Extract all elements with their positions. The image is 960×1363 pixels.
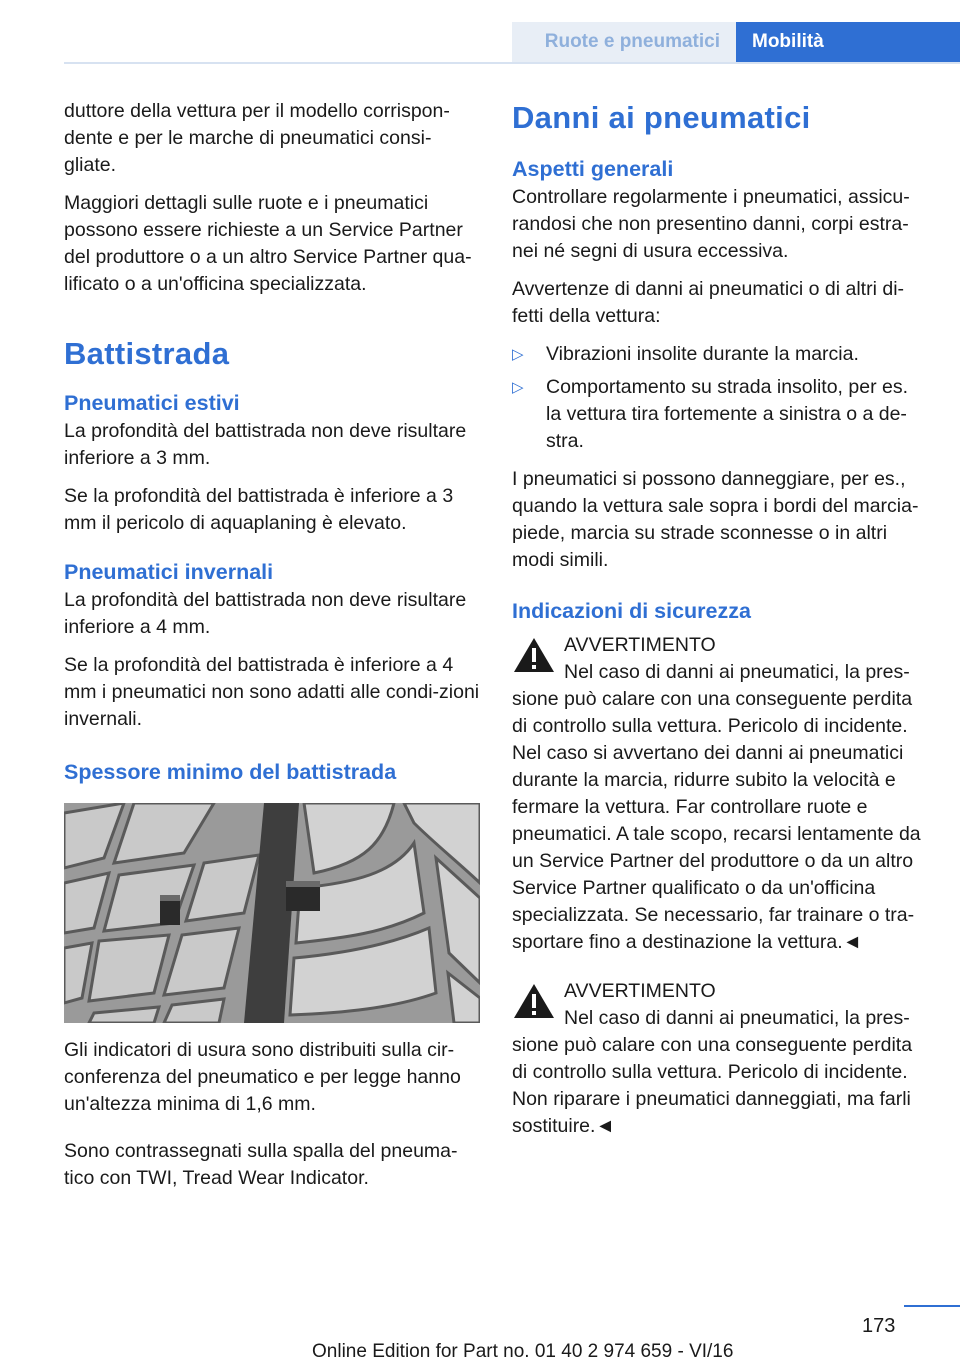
right-column xyxy=(512,98,928,1151)
heading-indicazioni-sicurezza: Indicazioni di sicurezza xyxy=(512,599,751,623)
tire-tread-wear-indicator-image xyxy=(64,803,480,1023)
estivi-paragraph-1: La profondità del battistrada non deve risultare inferiore a 3 mm. xyxy=(64,420,467,469)
page-header xyxy=(0,22,960,62)
generali-paragraph-3: I pneumatici si possono danneggiare, per es., quando la vettura sale sopra i bordi del marcia-piede, marcia su strade sconnesse o in altri modi simili. xyxy=(512,468,919,571)
heading-pneumatici-estivi: Pneumatici estivi xyxy=(64,391,240,415)
warning-block-2 xyxy=(512,978,928,1140)
intro-paragraph-2: Maggiori dettagli sulle ruote e i pneumatici possono essere richieste a un Service Partner del produttore o a un altro Service Partner qua-lificato o a un'officina specializzata. xyxy=(64,192,472,295)
warning-signs-list xyxy=(512,341,928,455)
warning-2-title: AVVERTIMENTO xyxy=(564,980,716,1002)
edition-footer: Online Edition for Part no. 01 40 2 974 659 - VI/16 xyxy=(312,1341,734,1362)
warning-1-body: Nel caso di danni ai pneumatici, la pres-sione può calare con una conseguente perdita di controllo sulla vettura. Pericolo di incidente. Nel caso si avvertano dei danni ai pneumatici durante la marcia, ridurre subito la velocità e fermare la vettura. Far controllare ruote e pneumatici. A tale scopo, recarsi lentamente da un Service Partner del produttore o da un altro Service Partner qualificato o da un'officina specializzata. Se necessario, far trainare o tra-sportare fino a destinazione la vettura.◄ xyxy=(512,661,921,953)
triangle-bullet-icon: ▷ xyxy=(512,379,524,396)
invernali-paragraph-2: Se la profondità del battistrada è inferiore a 4 mm i pneumatici non sono adatti alle condi-zioni invernali. xyxy=(64,654,480,730)
generali-paragraph-1: Controllare regolarmente i pneumatici, assicu-randosi che non presentino danni, corpi estra-nei né segni di usura eccessiva. xyxy=(512,186,910,262)
heading-aspetti-generali: Aspetti generali xyxy=(512,157,674,181)
triangle-bullet-icon: ▷ xyxy=(512,346,524,363)
intro-paragraph-1: duttore della vettura per il modello corrispon-dente e per le marche di pneumatici consi-gliate. xyxy=(64,100,450,176)
warning-2-body: Nel caso di danni ai pneumatici, la pres-sione può calare con una conseguente perdita di controllo sulla vettura. Pericolo di incidente. Non riparare i pneumatici danneggiati, ma farli sostituire.◄ xyxy=(512,1007,913,1137)
estivi-paragraph-2: Se la profondità del battistrada è inferiore a 3 mm il pericolo di aquaplaning è elevato. xyxy=(64,485,454,534)
page-number: 173 xyxy=(862,1315,896,1337)
warning-triangle-icon xyxy=(512,982,556,1020)
warning-block-1 xyxy=(512,632,928,956)
header-chapter-tab[interactable]: Mobilità xyxy=(736,22,960,62)
twi-paragraph: Sono contrassegnati sulla spalla del pneuma-tico con TWI, Tread Wear Indicator. xyxy=(64,1140,458,1189)
list-item: ▷ Comportamento su strada insolito, per es. la vettura tira fortemente a sinistra o a de-stra. xyxy=(512,376,909,452)
heading-spessore-minimo: Spessore minimo del battistrada xyxy=(64,760,397,784)
warning-triangle-icon xyxy=(512,636,556,674)
generali-paragraph-2: Avvertenze di danni ai pneumatici o di altri di-fetti della vettura: xyxy=(512,278,905,327)
footer-divider xyxy=(904,1305,960,1307)
heading-danni-pneumatici: Danni ai pneumatici xyxy=(512,100,811,135)
list-item: ▷ Vibrazioni insolite durante la marcia. xyxy=(512,341,928,368)
heading-battistrada: Battistrada xyxy=(64,336,230,371)
image-caption: Gli indicatori di usura sono distribuiti sulla cir-conferenza del pneumatico e per legge hanno un'altezza minima di 1,6 mm. xyxy=(64,1039,461,1115)
left-column xyxy=(64,98,480,1203)
warning-1-title: AVVERTIMENTO xyxy=(564,634,716,656)
invernali-paragraph-1: La profondità del battistrada non deve risultare inferiore a 4 mm. xyxy=(64,589,467,638)
header-section-tab[interactable]: Ruote e pneumatici xyxy=(512,22,736,62)
header-divider xyxy=(64,62,960,64)
heading-pneumatici-invernali: Pneumatici invernali xyxy=(64,560,274,584)
